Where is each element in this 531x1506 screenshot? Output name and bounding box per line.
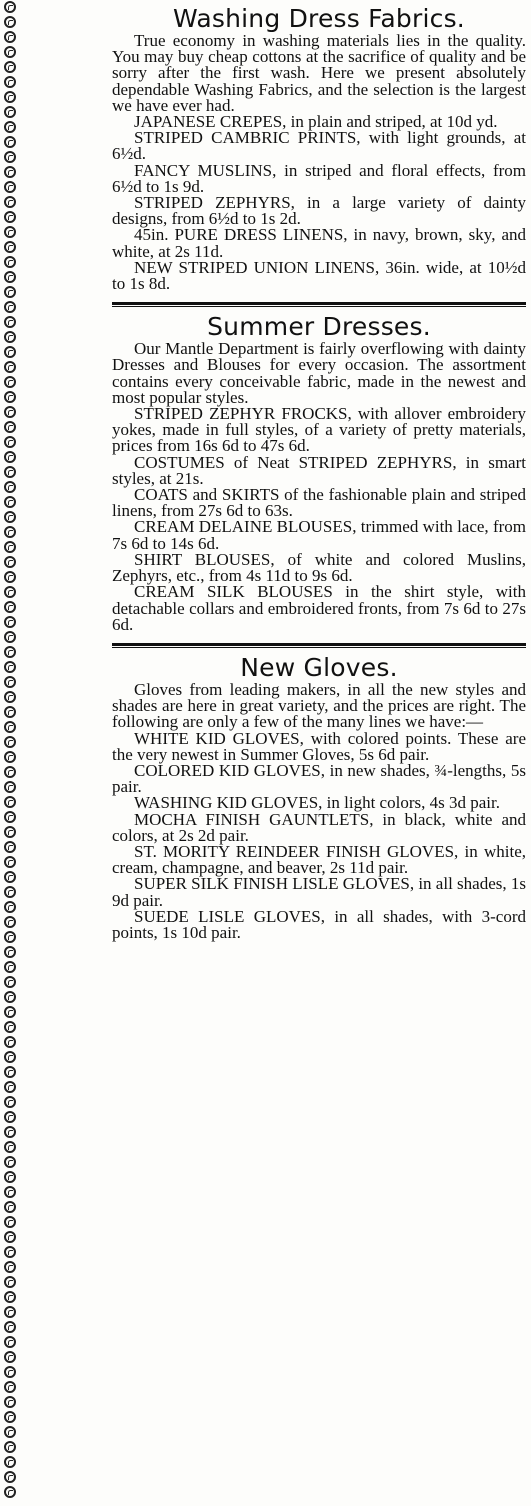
- ornament-ring-icon: [4, 976, 16, 988]
- ornament-ring-icon: [4, 901, 16, 913]
- paragraph: COATS and SKIRTS of the fashionable plain and striped linens, from 27s 6d to 63s.: [112, 485, 526, 521]
- ornament-ring-icon: [4, 526, 16, 538]
- ornament-ring-icon: [4, 1081, 16, 1093]
- ornament-ring-icon: [4, 241, 16, 253]
- ornament-ring-icon: [4, 1441, 16, 1453]
- ornament-ring-icon: [4, 1186, 16, 1198]
- ornament-ring-icon: [4, 721, 16, 733]
- ornament-ring-icon: [4, 1411, 16, 1423]
- ornament-ring-icon: [4, 781, 16, 793]
- ornament-ring-icon: [4, 181, 16, 193]
- ornament-ring-icon: [4, 916, 16, 928]
- paragraph: WASHING KID GLOVES, in light colors, 4s 3d pair.: [134, 793, 500, 813]
- ornament-ring-icon: [4, 1381, 16, 1393]
- paragraph: MOCHA FINISH GAUNTLETS, in black, white and colors, at 2s 2d pair.: [112, 809, 526, 845]
- ornament-ring-icon: [4, 106, 16, 118]
- ornament-ring-icon: [4, 1366, 16, 1378]
- ornament-ring-icon: [4, 196, 16, 208]
- ornament-ring-icon: [4, 766, 16, 778]
- ornament-ring-icon: [4, 1126, 16, 1138]
- ornament-ring-icon: [4, 391, 16, 403]
- ornament-ring-icon: [4, 136, 16, 148]
- ornament-ring-icon: [4, 451, 16, 463]
- ornament-ring-icon: [4, 961, 16, 973]
- ornament-ring-icon: [4, 1276, 16, 1288]
- ornament-ring-icon: [4, 1171, 16, 1183]
- ornament-ring-icon: [4, 271, 16, 283]
- ornament-ring-icon: [4, 1021, 16, 1033]
- ornament-ring-icon: [4, 1156, 16, 1168]
- ornament-ring-icon: [4, 91, 16, 103]
- ornament-ring-icon: [4, 646, 16, 658]
- paragraph: Gloves from leading makers, in all the new styles and shades are here in great variety, and the prices are right. The following are only a few of the many lines we have:—: [112, 679, 526, 732]
- paragraph: FANCY MUSLINS, in striped and floral effects, from 6½d to 1s 9d.: [112, 160, 526, 196]
- ornament-ring-icon: [4, 1471, 16, 1483]
- ornament-ring-icon: [4, 346, 16, 358]
- ornament-ring-icon: [4, 556, 16, 568]
- ornament-ring-icon: [4, 856, 16, 868]
- ornament-ring-icon: [4, 706, 16, 718]
- ornament-ring-icon: [4, 301, 16, 313]
- ornament-ring-icon: [4, 676, 16, 688]
- ornament-ring-icon: [4, 1036, 16, 1048]
- ornament-ring-icon: [4, 406, 16, 418]
- ornament-ring-icon: [4, 796, 16, 808]
- ornament-ring-icon: [4, 1486, 16, 1498]
- paragraph: SHIRT BLOUSES, of white and colored Muslins, Zephyrs, etc., from 4s 11d to 9s 6d.: [112, 549, 526, 586]
- ornament-ring-icon: [4, 1246, 16, 1258]
- paragraph: Our Mantle Department is fairly overflowing with dainty Dresses and Blouses for every occasion. The assortment contains every conceivable fabric, made in the newest and most popular styles.: [112, 339, 526, 407]
- section-heading: Summer Dresses.: [207, 312, 431, 342]
- ornament-ring-icon: [4, 1066, 16, 1078]
- ornament-ring-icon: [4, 1306, 16, 1318]
- paragraph: ST. MORITY REINDEER FINISH GLOVES, in white, cream, champagne, and beaver, 2s 11d pair.: [112, 841, 526, 878]
- section-washing-dress-fabrics: [112, 4, 526, 292]
- ornament-ring-icon: [4, 496, 16, 508]
- ornament-ring-icon: [4, 541, 16, 553]
- ornament-ring-icon: [4, 661, 16, 673]
- ornament-ring-icon: [4, 1096, 16, 1108]
- ornament-ring-icon: [4, 841, 16, 853]
- section-summer-dresses: [112, 312, 526, 633]
- paragraph: STRIPED ZEPHYR FROCKS, with allover embroidery yokes, made in full styles, of a variety of pretty materials, prices from 16s 6d to 47s 6d.: [112, 404, 526, 456]
- ornament-ring-icon: [4, 991, 16, 1003]
- ornament-ring-icon: [4, 1111, 16, 1123]
- ornament-ring-icon: [4, 631, 16, 643]
- ornament-ring-icon: [4, 946, 16, 958]
- ornament-ring-icon: [4, 286, 16, 298]
- ornament-ring-icon: [4, 1, 16, 13]
- ornament-ring-icon: [4, 421, 16, 433]
- ornament-ring-icon: [4, 46, 16, 58]
- ornament-ring-icon: [4, 871, 16, 883]
- ornament-ring-icon: [4, 691, 16, 703]
- ornament-ring-icon: [4, 466, 16, 478]
- paragraph: CREAM SILK BLOUSES in the shirt style, with detachable collars and embroidered fronts, from 7s 6d to 27s 6d.: [112, 582, 526, 634]
- ornament-ring-icon: [4, 211, 16, 223]
- paragraph: COLORED KID GLOVES, in new shades, ¾-lengths, 5s pair.: [112, 760, 526, 797]
- advertisement-column: [112, 0, 526, 941]
- ornament-ring-icon: [4, 16, 16, 28]
- paragraph: STRIPED CAMBRIC PRINTS, with light grounds, at 6½d.: [112, 128, 526, 164]
- ornament-ring-icon: [4, 1456, 16, 1468]
- ornament-ring-icon: [4, 166, 16, 178]
- ornament-ring-icon: [4, 316, 16, 328]
- ornament-ring-icon: [4, 31, 16, 43]
- ornament-ring-icon: [4, 886, 16, 898]
- ornament-ring-icon: [4, 436, 16, 448]
- ornament-ring-icon: [4, 256, 16, 268]
- ornament-ring-icon: [4, 1051, 16, 1063]
- ornament-ring-icon: [4, 736, 16, 748]
- ornament-ring-icon: [4, 226, 16, 238]
- paragraph: COSTUMES of Neat STRIPED ZEPHYRS, in smart styles, at 21s.: [112, 452, 526, 488]
- paragraph: SUEDE LISLE GLOVES, in all shades, with 3-cord points, 1s 10d pair.: [112, 906, 526, 942]
- ornament-ring-icon: [4, 826, 16, 838]
- ornament-ring-icon: [4, 1396, 16, 1408]
- section-heading: Washing Dress Fabrics.: [173, 4, 465, 33]
- ornament-ring-icon: [4, 1291, 16, 1303]
- paragraph: NEW STRIPED UNION LINENS, 36in. wide, at 10½d to 1s 8d.: [112, 257, 526, 294]
- paragraph: WHITE KID GLOVES, with colored points. These are the very newest in Summer Gloves, 5s 6d pair.: [112, 728, 526, 764]
- paragraph: SUPER SILK FINISH LISLE GLOVES, in all shades, 1s 9d pair.: [112, 874, 526, 910]
- ornament-ring-icon: [4, 61, 16, 73]
- ornament-ring-icon: [4, 151, 16, 163]
- paragraph: JAPANESE CREPES, in plain and striped, at 10d yd.: [134, 112, 498, 132]
- section-heading: New Gloves.: [240, 652, 398, 682]
- ornament-ring-icon: [4, 586, 16, 598]
- ornament-ring-icon: [4, 601, 16, 613]
- decorative-border: [0, 0, 20, 1506]
- ornament-ring-icon: [4, 1261, 16, 1273]
- ornament-ring-icon: [4, 76, 16, 88]
- ornament-ring-icon: [4, 751, 16, 763]
- ornament-ring-icon: [4, 481, 16, 493]
- ornament-ring-icon: [4, 1216, 16, 1228]
- ornament-ring-icon: [4, 1336, 16, 1348]
- paragraph: 45in. PURE DRESS LINENS, in navy, brown, sky, and white, at 2s 11d.: [112, 225, 526, 261]
- ornament-ring-icon: [4, 1141, 16, 1153]
- paragraph: CREAM DELAINE BLOUSES, trimmed with lace, from 7s 6d to 14s 6d.: [112, 517, 526, 553]
- ornament-ring-icon: [4, 616, 16, 628]
- ornament-ring-icon: [4, 811, 16, 823]
- ornament-ring-icon: [4, 121, 16, 133]
- ornament-ring-icon: [4, 571, 16, 583]
- ornament-ring-icon: [4, 1006, 16, 1018]
- ornament-ring-icon: [4, 376, 16, 388]
- ornament-ring-icon: [4, 331, 16, 343]
- paragraph: STRIPED ZEPHYRS, in a large variety of dainty designs, from 6½d to 1s 2d.: [112, 193, 526, 229]
- ornament-ring-icon: [4, 1321, 16, 1333]
- ornament-ring-icon: [4, 1201, 16, 1213]
- ornament-ring-icon: [4, 1426, 16, 1438]
- ornament-ring-icon: [4, 931, 16, 943]
- ornament-ring-icon: [4, 1231, 16, 1243]
- paragraph: True economy in washing materials lies in the quality. You may buy cheap cottons at the sacrifice of quality and be sorry after the first wash. Here we present absolutely dependable Washing Fabrics, and the selection is the largest we have ever had.: [112, 31, 526, 115]
- section-new-gloves: [112, 653, 526, 941]
- ornament-ring-icon: [4, 361, 16, 373]
- ornament-ring-icon: [4, 511, 16, 523]
- ornament-ring-icon: [4, 1351, 16, 1363]
